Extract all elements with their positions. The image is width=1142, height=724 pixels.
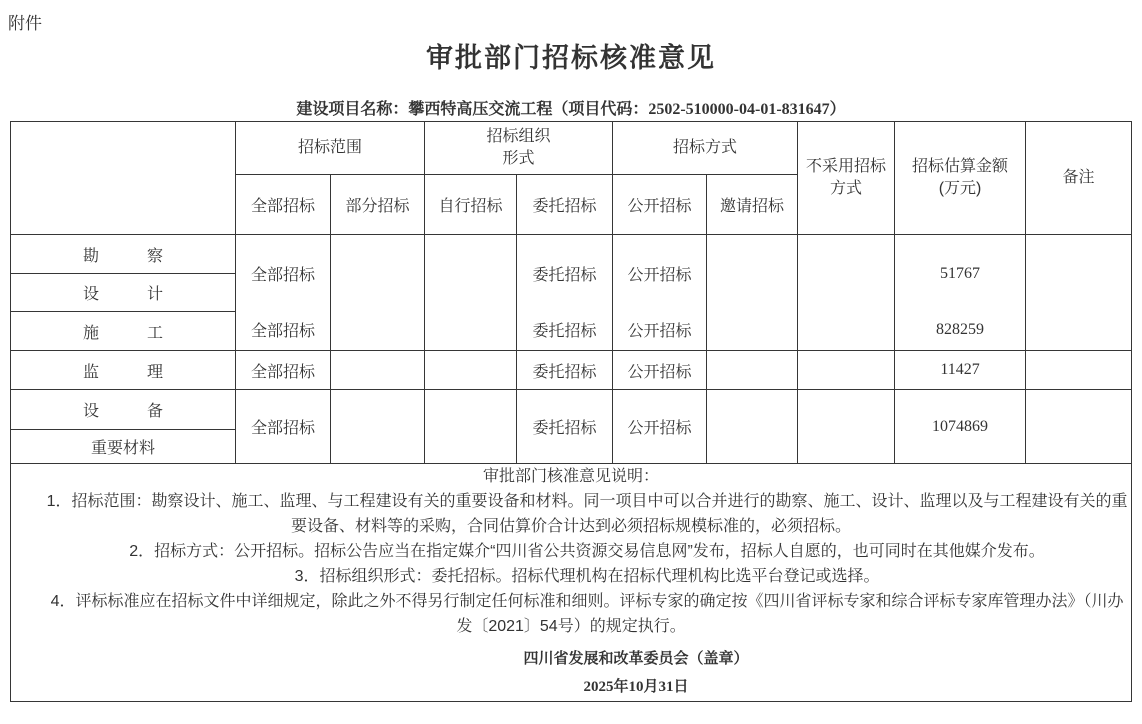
note-item-4: 4．评标标准应在招标文件中详细规定，除此之外不得另行制定任何标准和细则。评标专家的确定按《四川省评标专家和综合评标专家库管理办法》（川办发〔2021〕54号）的规定执行。	[50, 593, 1124, 635]
header-scope-group: 招标范围	[236, 122, 425, 175]
header-scope-partial: 部分招标	[331, 175, 425, 235]
cell-amount-equipment: 1074869	[895, 390, 1026, 464]
cell-method-invite-equipment	[707, 390, 798, 464]
page-title: 审批部门招标核准意见	[426, 43, 716, 73]
signature-date: 2025年10月31日	[583, 679, 689, 695]
cell-remark-equipment	[1026, 390, 1132, 464]
subtitle-prefix: 建设项目名称：攀西特高压交流工程（项目代码：	[296, 101, 649, 118]
project-code: 2502-510000-04-01-831647	[648, 101, 830, 118]
cell-scope-supervision: 全部招标	[236, 351, 331, 390]
cell-scope-partial-equipment	[331, 390, 425, 464]
subtitle-suffix: ）	[829, 101, 846, 118]
header-method-group: 招标方式	[613, 122, 798, 175]
header-org-form-group	[425, 122, 613, 175]
header-amount-line2: (万元)	[938, 180, 982, 197]
header-no-bidding-line1: 不采用招标	[806, 158, 887, 175]
header-remark: 备注	[1026, 122, 1132, 235]
cell-amount-col	[895, 235, 1026, 351]
header-org-form-line2: 形式	[502, 150, 535, 167]
project-name-line	[0, 100, 1142, 120]
cell-remark-empty-1	[1026, 235, 1132, 351]
note-item-3: 3．招标组织形式：委托招标。招标代理机构在招标代理机构比选平台登记或选择。	[294, 568, 880, 585]
row-label-survey: 勘 察	[11, 235, 236, 274]
header-amount	[895, 122, 1026, 235]
header-amount-line1: 招标估算金额	[912, 158, 1009, 175]
cell-no-bidding-supervision	[798, 351, 895, 390]
row-label-construction: 施 工	[11, 312, 236, 351]
cell-method-open-col	[613, 235, 707, 351]
cell-org-survey-design: 委托招标	[532, 267, 597, 284]
row-label-design: 设 计	[11, 274, 236, 312]
note-item-1: 1．招标范围：勘察设计、施工、监理、与工程建设有关的重要设备和材料。同一项目中可以合并进行的勘察、施工、设计、监理以及与工程建设有关的重要设备、材料等的采购，合同估算价合计达到必须招标规模标准的，必须招标。	[46, 493, 1128, 535]
cell-method-equipment: 公开招标	[613, 390, 707, 464]
cell-scope-partial-supervision	[331, 351, 425, 390]
cell-amount-supervision: 11427	[895, 351, 1026, 390]
cell-scope-construction: 全部招标	[250, 323, 315, 340]
cell-method-invite-empty	[707, 235, 798, 351]
cell-remark-supervision	[1026, 351, 1132, 390]
attachment-label: 附件	[8, 14, 42, 33]
cell-no-bidding-equipment	[798, 390, 895, 464]
cell-scope-partial-empty	[331, 235, 425, 351]
row-label-equipment: 设 备	[11, 390, 236, 430]
cell-method-supervision: 公开招标	[613, 351, 707, 390]
cell-scope-full-col	[236, 235, 331, 351]
cell-scope-equipment: 全部招标	[236, 390, 331, 464]
signature-org: 四川省发展和改革委员会（盖章）	[523, 650, 749, 667]
row-label-supervision: 监 理	[11, 351, 236, 390]
header-method-invite: 邀请招标	[707, 175, 798, 235]
row-label-materials: 重要材料	[11, 430, 236, 464]
cell-amount-construction: 828259	[936, 320, 985, 338]
header-org-delegate: 委托招标	[517, 175, 613, 235]
cell-org-delegate-col	[517, 235, 613, 351]
cell-method-survey-design: 公开招标	[627, 267, 692, 284]
cell-org-self-supervision	[425, 351, 517, 390]
cell-org-self-empty	[425, 235, 517, 351]
cell-method-invite-supervision	[707, 351, 798, 390]
header-scope-full: 全部招标	[236, 175, 331, 235]
cell-method-construction: 公开招标	[627, 323, 692, 340]
header-org-self: 自行招标	[425, 175, 517, 235]
cell-org-supervision: 委托招标	[517, 351, 613, 390]
cell-amount-survey-design: 51767	[940, 264, 981, 282]
header-blank-corner	[11, 122, 236, 235]
header-method-open: 公开招标	[613, 175, 707, 235]
signature-block	[11, 645, 1131, 701]
header-org-form-line1: 招标组织	[486, 128, 551, 145]
notes-heading: 审批部门核准意见说明：	[483, 468, 660, 485]
cell-scope-survey-design: 全部招标	[250, 267, 315, 284]
approval-table	[10, 121, 1132, 702]
cell-no-bidding-empty	[798, 235, 895, 351]
cell-org-equipment: 委托招标	[517, 390, 613, 464]
cell-org-self-equipment	[425, 390, 517, 464]
notes-section	[11, 464, 1132, 702]
note-item-2: 2．招标方式：公开招标。招标公告应当在指定媒介“四川省公共资源交易信息网”发布，招标人自愿的，也可同时在其他媒介发布。	[129, 543, 1045, 560]
header-no-bidding-line2: 方式	[830, 180, 863, 197]
cell-org-construction: 委托招标	[532, 323, 597, 340]
header-no-bidding	[798, 122, 895, 235]
